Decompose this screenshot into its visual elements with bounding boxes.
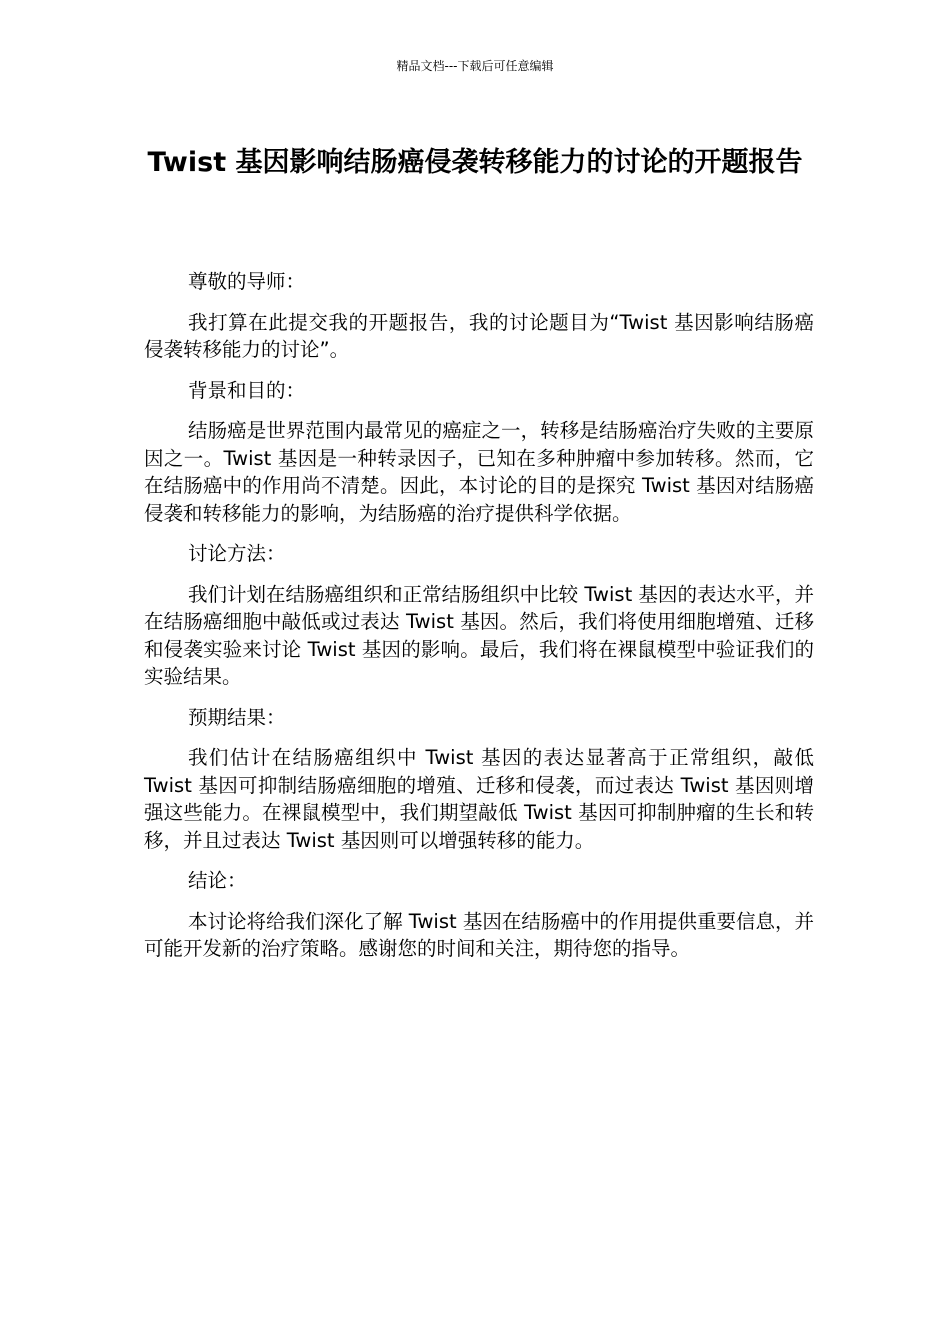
conclusion-paragraph: 本讨论将给我们深化了解 Twist 基因在结肠癌中的作用提供重要信息，并可能开发新的治疗策略。感谢您的时间和关注，期待您的指导。 [144, 909, 814, 960]
page-header: 精品文档---下载后可任意编辑 [396, 59, 554, 73]
section-heading-expected-results: 预期结果： [188, 705, 286, 729]
expected-results-paragraph: 我们估计在结肠癌组织中 Twist 基因的表达显著高于正常组织，敲低 Twist 基因可抑制结肠癌细胞的增殖、迁移和侵袭，而过表达 Twist 基因则增强这些能力。在裸鼠模型中，我们期望敲低 Twist 基因可抑制肿瘤的生长和转移，并且过表达 Twist 基因则可以增强转移的能力。 [144, 746, 814, 852]
section-heading-background: 背景和目的： [188, 378, 306, 402]
salutation: 尊敬的导师： [188, 270, 306, 293]
background-paragraph: 结肠癌是世界范围内最常见的癌症之一，转移是结肠癌治疗失败的主要原因之一。Twist 基因是一种转录因子，已知在多种肿瘤中参加转移。然而，它在结肠癌中的作用尚不清楚。因此，本讨论的目的是探究 Twist 基因对结肠癌侵袭和转移能力的影响，为结肠癌的治疗提供科学依据。 [144, 419, 814, 525]
methods-paragraph: 我们计划在结肠癌组织和正常结肠组织中比较 Twist 基因的表达水平，并在结肠癌细胞中敲低或过表达 Twist 基因。然后，我们将使用细胞增殖、迁移和侵袭实验来讨论 Twist 基因的影响。最后，我们将在裸鼠模型中验证我们的实验结果。 [144, 582, 814, 688]
intro-paragraph: 我打算在此提交我的开题报告，我的讨论题目为“Twist 基因影响结肠癌侵袭转移能力的讨论”。 [144, 310, 814, 361]
document-title: Twist 基因影响结肠癌侵袭转移能力的讨论的开题报告 [147, 147, 803, 178]
section-heading-conclusion: 结论： [188, 869, 247, 892]
document-body [144, 268, 814, 976]
section-heading-methods: 讨论方法： [188, 542, 286, 565]
